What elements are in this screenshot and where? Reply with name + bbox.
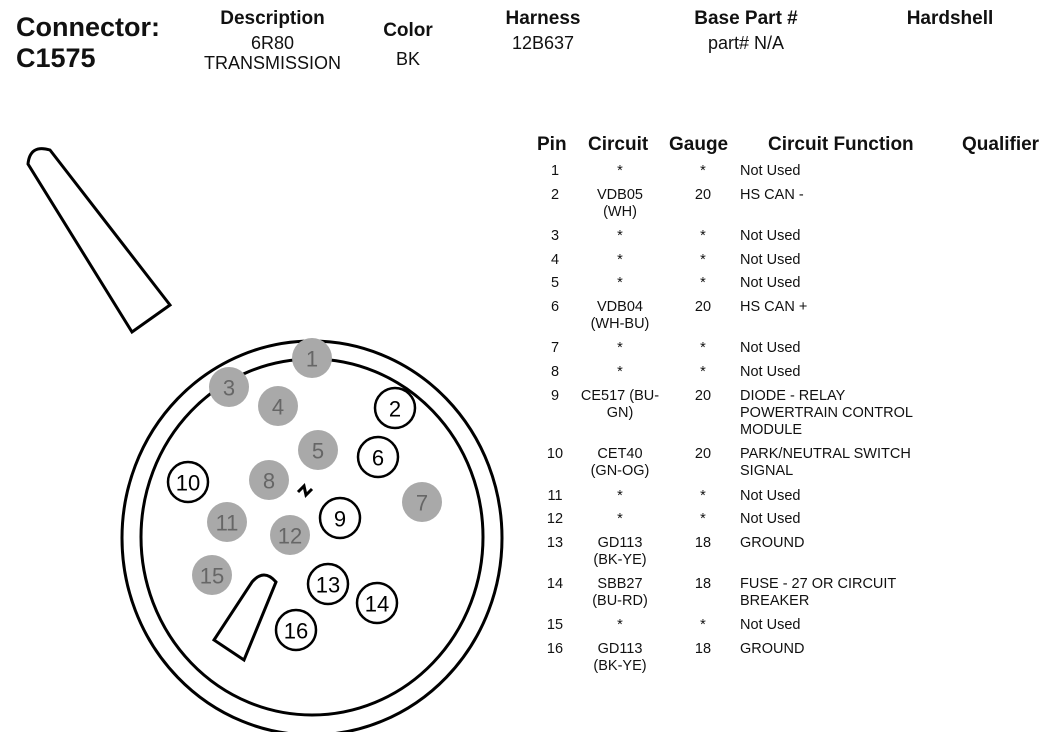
- pin-label: 3: [222, 375, 236, 401]
- header-circuit-function: Circuit Function: [768, 134, 914, 155]
- pin-12: [270, 515, 310, 555]
- hardshell-label: Hardshell: [906, 8, 994, 29]
- pin-cell: 2: [550, 186, 560, 203]
- pin-9: [320, 498, 360, 538]
- pin-cell: 15: [546, 617, 564, 634]
- pin-label: 14: [364, 591, 390, 617]
- circuit-cell: CE517 (BU- GN): [580, 387, 660, 421]
- circuit-cell: *: [617, 363, 623, 380]
- header-qualifier: Qualifier: [962, 134, 1040, 155]
- pin-cell: 7: [550, 340, 560, 357]
- base-part-value: part# N/A: [707, 33, 785, 53]
- pin-label: 6: [371, 445, 385, 471]
- circuit-cell: *: [617, 275, 623, 292]
- function-cell: Not Used: [740, 617, 801, 634]
- connector-id: C1575: [16, 43, 96, 73]
- circuit-cell: SBB27 (BU-RD): [592, 576, 648, 610]
- circuit-cell: GD113 (BK-YE): [593, 641, 647, 674]
- pin-cell: 11: [547, 487, 563, 504]
- color-label: Color: [383, 20, 433, 41]
- harness-value: 12B637: [511, 33, 575, 53]
- gauge-cell: *: [700, 163, 706, 179]
- connector-latch-arm: [28, 149, 170, 332]
- circuit-cell: CET40 (GN-OG): [590, 446, 650, 480]
- pin-label: 11: [215, 510, 239, 536]
- description-label: Description: [220, 8, 325, 29]
- harness-block: [488, 8, 598, 53]
- circuit-cell: VDB04 (WH-BU): [590, 299, 650, 332]
- gauge-cell: *: [700, 487, 706, 504]
- pin-label: 7: [415, 490, 429, 516]
- pin-label: 9: [333, 506, 347, 532]
- gauge-cell: 20: [694, 446, 712, 463]
- gauge-cell: 18: [694, 534, 712, 551]
- function-cell: HS CAN -: [740, 186, 804, 203]
- gauge-cell: *: [700, 275, 706, 292]
- pin-cell: 9: [550, 387, 560, 404]
- function-cell: GROUND: [740, 641, 805, 657]
- function-cell: HS CAN +: [740, 299, 808, 315]
- function-cell: Not Used: [740, 227, 801, 244]
- function-cell: Not Used: [740, 163, 801, 179]
- pin-label: 16: [283, 618, 309, 644]
- description-value: 6R80 TRANSMISSION: [203, 33, 341, 73]
- pin-16: [276, 610, 316, 650]
- pin-5: [298, 430, 338, 470]
- pin-cell: 10: [546, 446, 564, 463]
- function-cell: Not Used: [740, 363, 801, 380]
- pin-label: 15: [199, 563, 225, 589]
- description-block: [190, 8, 355, 73]
- pin-cell: 14: [546, 576, 564, 593]
- color-value: BK: [395, 49, 420, 69]
- function-cell: Not Used: [740, 487, 801, 504]
- circuit-cell: *: [617, 511, 623, 528]
- pin-cell: 1: [550, 163, 560, 179]
- header-circuit: Circuit: [588, 134, 649, 155]
- connector-inner-face: [141, 359, 483, 715]
- harness-label: Harness: [505, 8, 581, 29]
- circuit-cell: GD113 (BK-YE): [593, 534, 647, 568]
- connector-title: [16, 12, 160, 74]
- function-cell: GROUND: [740, 534, 805, 551]
- pin-cell: 5: [550, 275, 560, 292]
- pin-cell: 8: [550, 363, 560, 380]
- pin-6: [358, 437, 398, 477]
- pin-label: 2: [388, 396, 402, 422]
- gauge-cell: 18: [694, 641, 712, 657]
- pin-cell: 3: [550, 227, 560, 244]
- circuit-cell: *: [617, 251, 623, 268]
- pin-10: [168, 462, 208, 502]
- circuit-cell: *: [617, 487, 623, 504]
- pin-7: [402, 482, 442, 522]
- connector-face-diagram: [0, 120, 510, 732]
- function-cell: Not Used: [740, 251, 801, 268]
- gauge-cell: 18: [694, 576, 712, 593]
- function-cell: DIODE - RELAY POWERTRAIN CONTROL MODULE: [740, 387, 913, 438]
- gauge-cell: *: [700, 363, 706, 380]
- gauge-cell: 20: [694, 387, 712, 404]
- pin-3: [209, 367, 249, 407]
- pin-label: 13: [315, 572, 341, 598]
- pin-cell: 12: [546, 511, 564, 528]
- gauge-cell: *: [700, 340, 706, 357]
- pin-2: [375, 388, 415, 428]
- circuit-cell: *: [617, 617, 623, 634]
- connector-label: Connector:: [16, 12, 160, 42]
- header-pin: Pin: [537, 134, 567, 155]
- gauge-cell: *: [700, 617, 706, 634]
- gauge-cell: *: [700, 251, 706, 268]
- pin-label: 12: [277, 523, 303, 549]
- gauge-cell: 20: [694, 186, 712, 203]
- base-part-block: [678, 8, 814, 53]
- color-block: [372, 20, 444, 69]
- function-cell: PARK/NEUTRAL SWITCH SIGNAL: [740, 446, 911, 480]
- circuit-cell: *: [617, 163, 623, 179]
- pin-13: [308, 564, 348, 604]
- function-cell: FUSE - 27 OR CIRCUIT BREAKER: [740, 576, 897, 610]
- pin-cell: 4: [550, 251, 560, 268]
- pin-8: [249, 460, 289, 500]
- function-cell: Not Used: [740, 275, 801, 292]
- pin-4: [258, 386, 298, 426]
- gauge-cell: *: [700, 511, 706, 528]
- pin-label: 4: [271, 394, 285, 420]
- circuit-cell: *: [617, 340, 623, 357]
- pin-1: [292, 338, 332, 378]
- pin-cell: 13: [546, 534, 564, 551]
- circuit-cell: *: [617, 227, 623, 244]
- pin-cell: 16: [546, 641, 564, 657]
- pin-cell: 6: [550, 299, 560, 315]
- pin-14: [357, 583, 397, 623]
- circuit-cell: VDB05 (WH): [597, 186, 643, 220]
- pin-label: 10: [175, 470, 201, 496]
- function-cell: Not Used: [740, 340, 801, 357]
- pin-label: 8: [262, 468, 276, 494]
- gauge-cell: *: [700, 227, 706, 244]
- base-part-label: Base Part #: [694, 8, 798, 29]
- pin-label: 1: [305, 346, 319, 372]
- hardshell-block: [890, 8, 1010, 30]
- pin-15: [192, 555, 232, 595]
- pin-label: 5: [311, 438, 325, 464]
- gauge-cell: 20: [694, 299, 712, 315]
- function-cell: Not Used: [740, 511, 801, 528]
- pin-11: [207, 502, 247, 542]
- header-gauge: Gauge: [669, 134, 729, 155]
